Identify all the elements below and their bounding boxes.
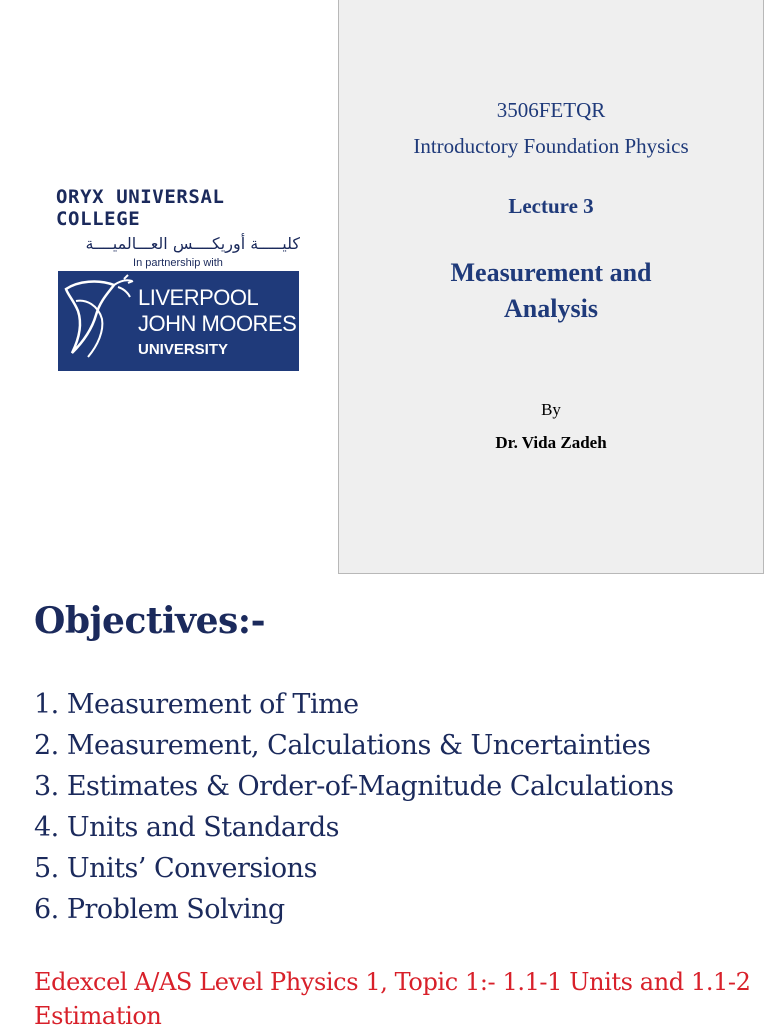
ljmu-line-university: UNIVERSITY — [138, 341, 229, 358]
college-name: ORYX UNIVERSAL COLLEGE — [56, 186, 225, 230]
ljmu-line-john-moores: JOHN MOORES — [138, 311, 297, 336]
textbook-reference: Edexcel A/AS Level Physics 1, Topic 1:- 1.1-1 Units and 1.1-2 Estimation — [34, 968, 751, 1030]
lecture-cover-page — [338, 0, 764, 574]
ljmu-line-liverpool: LIVERPOOL — [138, 285, 259, 310]
lecture-title-line2: Analysis — [504, 294, 598, 323]
by-label: By — [541, 400, 561, 419]
course-title: Introductory Foundation Physics — [413, 134, 689, 158]
liver-bird-icon — [58, 271, 138, 371]
list-item: 2. Measurement, Calculations & Uncertainties — [34, 730, 651, 761]
objectives-heading: Objectives:- — [34, 600, 266, 642]
lecture-title-line1: Measurement and — [450, 258, 652, 287]
partnership-text: In partnership with — [133, 257, 223, 269]
lecture-number: Lecture 3 — [508, 194, 594, 218]
list-item: 3. Estimates & Order-of-Magnitude Calculations — [34, 771, 674, 802]
list-item: 1. Measurement of Time — [34, 689, 359, 720]
author-name: Dr. Vida Zadeh — [495, 433, 607, 452]
college-logo — [56, 186, 300, 269]
list-item: 5. Units’ Conversions — [34, 853, 317, 884]
ljmu-logo — [58, 271, 299, 371]
course-code: 3506FETQR — [496, 98, 606, 122]
list-item: 4. Units and Standards — [34, 812, 340, 843]
college-arabic-name: كليـــــة أوريكــــس العـــالميــــة — [85, 234, 300, 253]
list-item: 6. Problem Solving — [34, 894, 285, 925]
objectives-list — [34, 684, 673, 930]
